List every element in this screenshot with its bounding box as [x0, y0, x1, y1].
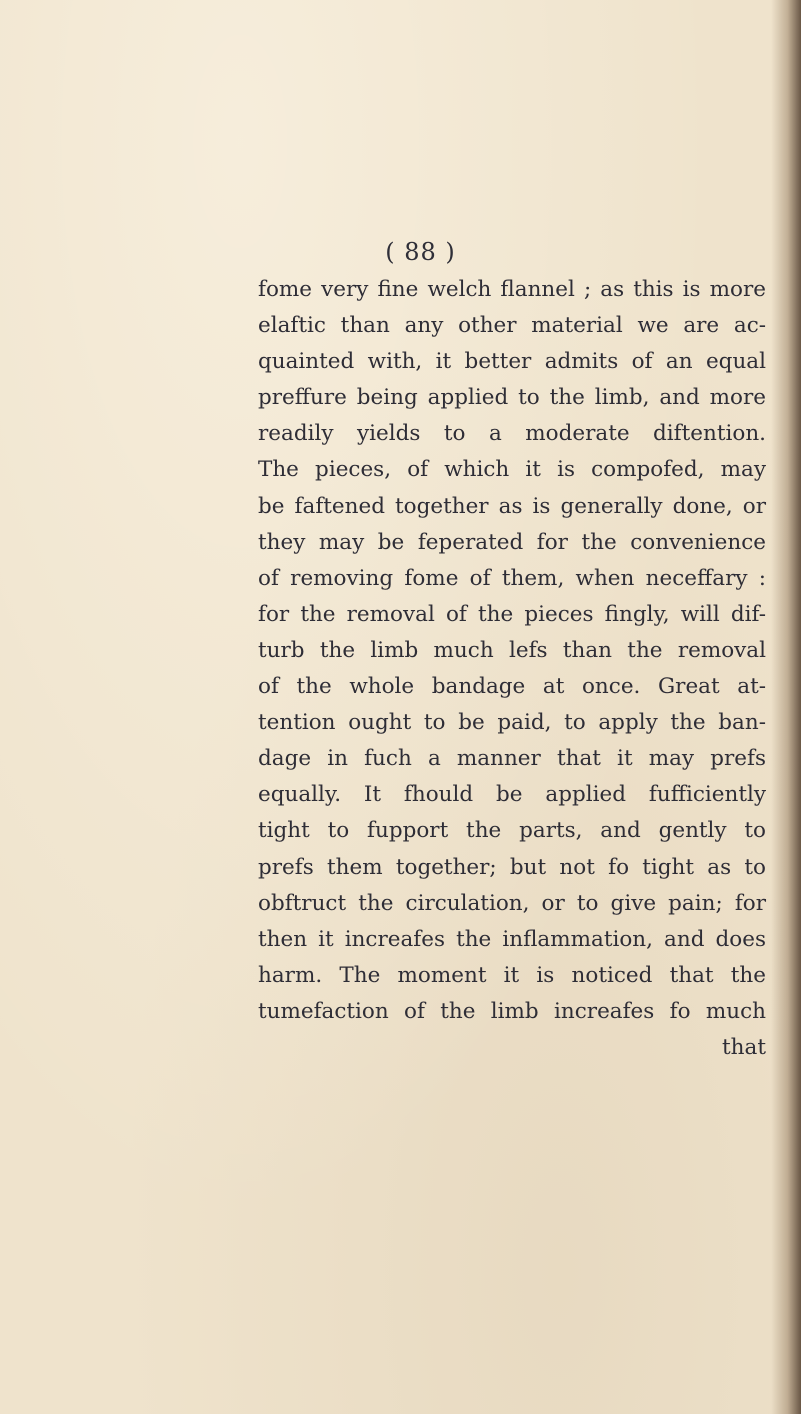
text-line: fome very fine welch flannel ; as this is more	[258, 277, 766, 302]
text-line: elaftic than any other material we are ac-	[258, 313, 766, 339]
text-line: The pieces, of which it is compofed, may	[258, 457, 766, 483]
text-line: of the whole bandage at once. Great at-	[258, 674, 766, 700]
text-line: tight to fupport the parts, and gently to	[258, 818, 766, 844]
body-text	[258, 272, 766, 1066]
catchword: that	[722, 1034, 766, 1060]
text-line: they may be feperated for the convenience	[258, 529, 766, 555]
text-line: turb the limb much lefs than the removal	[258, 637, 766, 663]
page-number: ( 88 )	[385, 238, 456, 266]
text-line: prefs them together; but not fo tight as to	[258, 854, 766, 880]
text-line: readily yields to a moderate diftention.	[258, 421, 766, 447]
text-line: for the removal of the pieces fingly, will dif-	[258, 601, 766, 627]
page-edge-shadow	[771, 0, 801, 1414]
text-line: tention ought to be paid, to apply the ban-	[258, 710, 766, 736]
text-line: dage in fuch a manner that it may prefs	[258, 746, 766, 772]
text-line: quainted with, it better admits of an equal	[258, 349, 766, 375]
text-line: tumefaction of the limb increafes fo much	[258, 998, 766, 1024]
text-line: be faftened together as is generally done, or	[258, 493, 766, 519]
text-line: equally. It fhould be applied fufficiently	[258, 782, 766, 808]
text-line: harm. The moment it is noticed that the	[258, 962, 766, 988]
text-line: preffure being applied to the limb, and more	[258, 385, 766, 411]
text-line: then it increafes the inflammation, and does	[258, 926, 766, 952]
text-line: obftruct the circulation, or to give pain; for	[258, 890, 766, 916]
text-line: of removing fome of them, when neceffary :	[258, 565, 766, 591]
